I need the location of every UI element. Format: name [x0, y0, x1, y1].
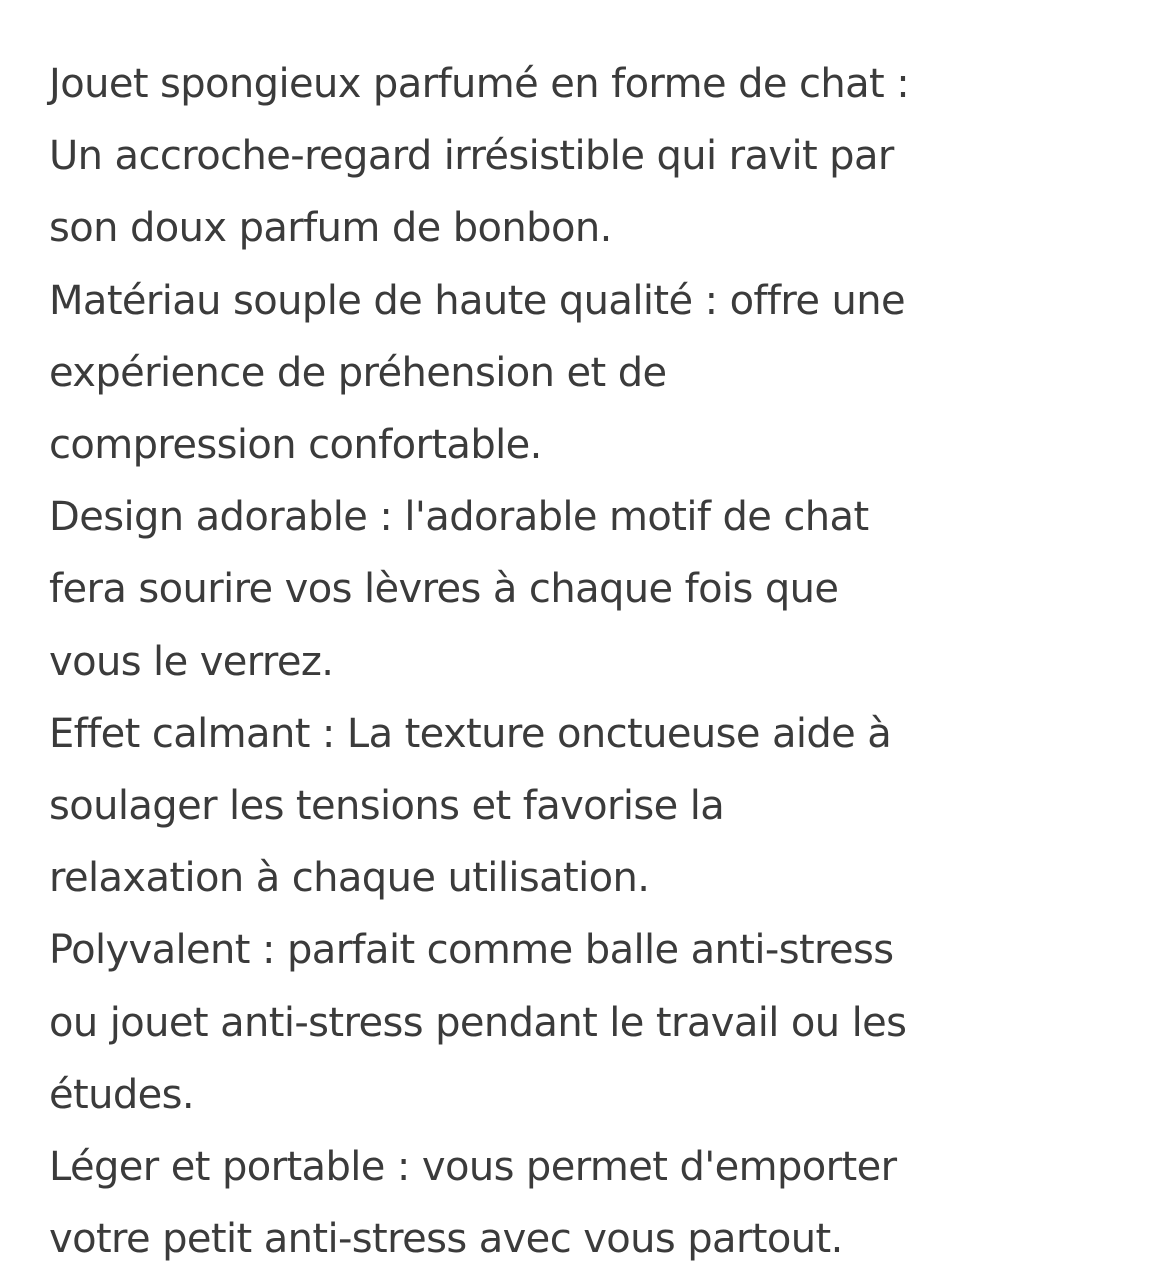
paragraph-line: vous le verrez.	[49, 638, 334, 685]
paragraph-line: Matériau souple de haute qualité : offre une	[49, 277, 906, 324]
paragraph-line: son doux parfum de bonbon.	[49, 205, 612, 252]
paragraph-line: études.	[49, 1071, 194, 1118]
paragraph-scented-cat-toy	[49, 48, 1139, 265]
paragraph-line: Polyvalent : parfait comme balle anti-stress	[49, 927, 894, 974]
paragraph-line: votre petit anti-stress avec vous partout.	[49, 1216, 843, 1263]
paragraph-line: Effet calmant : La texture onctueuse aide à	[49, 710, 892, 757]
product-description	[49, 48, 1139, 1275]
paragraph-line: expérience de préhension et de	[49, 349, 667, 396]
paragraph-portable	[49, 1131, 1139, 1275]
paragraph-versatile	[49, 914, 1139, 1131]
paragraph-line: fera sourire vos lèvres à chaque fois que	[49, 566, 839, 613]
paragraph-line: ou jouet anti-stress pendant le travail ou les	[49, 999, 907, 1046]
paragraph-line: Jouet spongieux parfumé en forme de chat :	[49, 61, 910, 107]
paragraph-material	[49, 265, 1139, 482]
paragraph-line: Un accroche-regard irrésistible qui ravit par	[49, 133, 894, 180]
paragraph-line: relaxation à chaque utilisation.	[49, 855, 650, 902]
paragraph-calming-effect	[49, 698, 1139, 915]
paragraph-line: soulager les tensions et favorise la	[49, 783, 725, 830]
paragraph-line: compression confortable.	[49, 422, 542, 469]
paragraph-line: Design adorable : l'adorable motif de chat	[49, 494, 869, 541]
paragraph-line: Léger et portable : vous permet d'emporter	[49, 1144, 897, 1191]
paragraph-design	[49, 481, 1139, 698]
